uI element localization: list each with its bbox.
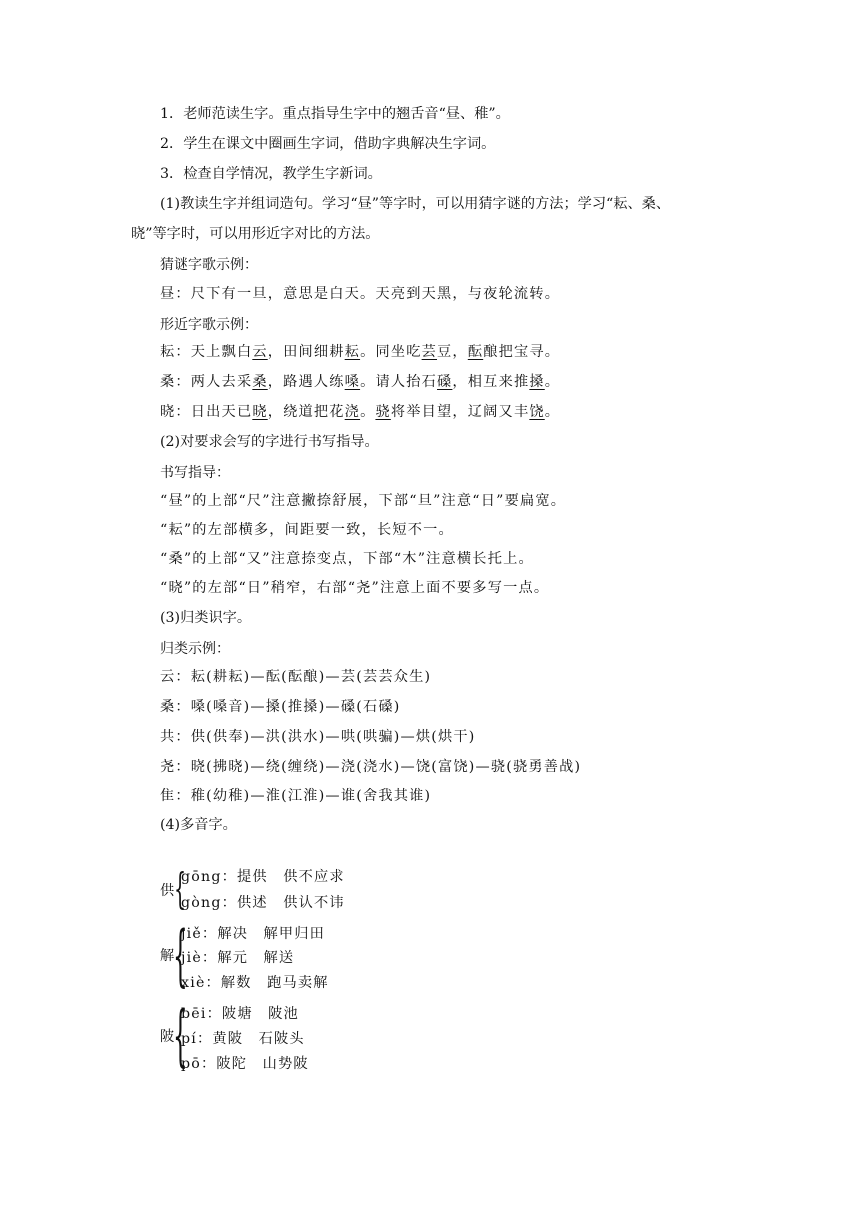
row-text: 豆， [437,344,468,360]
row-text: 耘：天上飘白 [160,344,253,360]
underlined-char: 浇 [344,404,361,420]
step-3: 3．检查自学情况，教学生字新词。 [160,166,382,182]
writing-item: “晓”的左部“日”稍窄，右部“尧”注意上面不要多写一点。 [160,580,550,596]
grouping-heading: 归类示例： [160,640,230,656]
underlined-char: 搡 [529,374,545,390]
sub-step-3: (3)归类识字。 [160,610,252,626]
polyphone-reading: pí：黄陂 石陂头 [181,1031,305,1047]
writing-heading: 书写指导： [160,464,230,480]
row-text: 。请人抬石 [360,374,438,390]
similar-row [160,372,560,392]
row-text: 将举目望，辽阔又丰 [390,404,530,420]
row-text: 。 [544,404,561,420]
row-text: ，绕道把花 [267,404,345,420]
polyphone-reading: bēi：陂塘 陂池 [181,1006,299,1022]
polyphone-char: 陂 [160,1029,175,1045]
underlined-char: 云 [252,344,268,360]
underlined-char: 酝 [467,344,484,360]
underlined-char: 桑 [252,374,268,390]
step-1: 1．老师范读生字。重点指导生字中的翘舌音“昼、稚”。 [160,106,510,122]
sub-step-4: (4)多音字。 [160,817,237,833]
polyphone-reading: xiè：解数 跑马卖解 [181,975,329,991]
row-text: 酿把宝寻。 [483,344,561,360]
row-text: 。 [360,404,376,420]
similar-row [160,402,560,422]
brace-icon: { [173,917,188,994]
writing-item: “昼”的上部“尺”注意撇捺舒展，下部“旦”注意“日”要扁宽。 [160,493,567,509]
step-2: 2．学生在课文中圈画生字词，借助字典解决生字词。 [160,136,496,152]
grouping-item: 隹：稚(幼稚)—淮(江淮)—谁(舍我其谁) [160,788,432,804]
grouping-item: 共：供(供奉)—洪(洪水)—哄(哄骗)—烘(烘干) [160,729,476,745]
brace-icon: { [174,864,187,913]
riddle-heading: 猜谜字歌示例： [160,256,258,272]
sub-step-1-line-2: 晓”等字时，可以用形近字对比的方法。 [131,226,380,242]
polyphone-reading: pō：陂陀 山势陂 [181,1056,309,1072]
writing-item: “桑”的上部“又”注意捺变点，下部“木”注意横长托上。 [160,551,534,567]
polyphone-reading: gōng：提供 供不应求 [181,869,345,885]
row-text: 。 [544,374,561,390]
polyphone-char: 解 [160,948,175,964]
polyphone-reading: jiè：解元 解送 [181,950,295,966]
similar-row [160,342,560,362]
underlined-char: 芸 [421,344,438,360]
underlined-char: 磉 [437,374,453,390]
polyphone-reading: gòng：供述 供认不讳 [181,895,345,911]
underlined-char: 晓 [252,404,268,420]
row-text: ，相互来推 [452,374,530,390]
row-text: 。同坐吃 [360,344,422,360]
grouping-item: 桑：嗓(嗓音)—搡(推搡)—磉(石磉) [160,699,401,715]
row-text: 桑：两人去采 [160,374,253,390]
underlined-char: 嗓 [344,374,361,390]
brace-icon: { [173,997,188,1074]
polyphone-reading: jiě：解决 解甲归田 [181,926,326,942]
polyphone-char: 供 [160,883,175,899]
grouping-item: 云：耘(耕耘)—酝(酝酿)—芸(芸芸众生) [160,669,432,685]
underlined-char: 耘 [344,344,361,360]
row-text: ，路遇人练 [267,374,345,390]
sub-step-1-line-1: (1)教读生字并组词造句。学习“昼”等字时，可以用猜字谜的方法；学习“耘、桑、 [160,196,671,212]
row-text: ，田间细耕 [267,344,345,360]
grouping-item: 尧：晓(拂晓)—绕(缠绕)—浇(浇水)—饶(富饶)—骁(骁勇善战) [160,759,582,775]
underlined-char: 骁 [375,404,391,420]
sub-step-2: (2)对要求会写的字进行书写指导。 [160,434,379,450]
underlined-char: 饶 [529,404,545,420]
row-text: 晓：日出天已 [160,404,253,420]
writing-item: “耘”的左部横多，间距要一致，长短不一。 [160,522,454,538]
riddle-text: 昼：尺下有一旦，意思是白天。天亮到天黑，与夜轮流转。 [160,286,561,302]
similar-heading: 形近字歌示例： [160,316,258,332]
